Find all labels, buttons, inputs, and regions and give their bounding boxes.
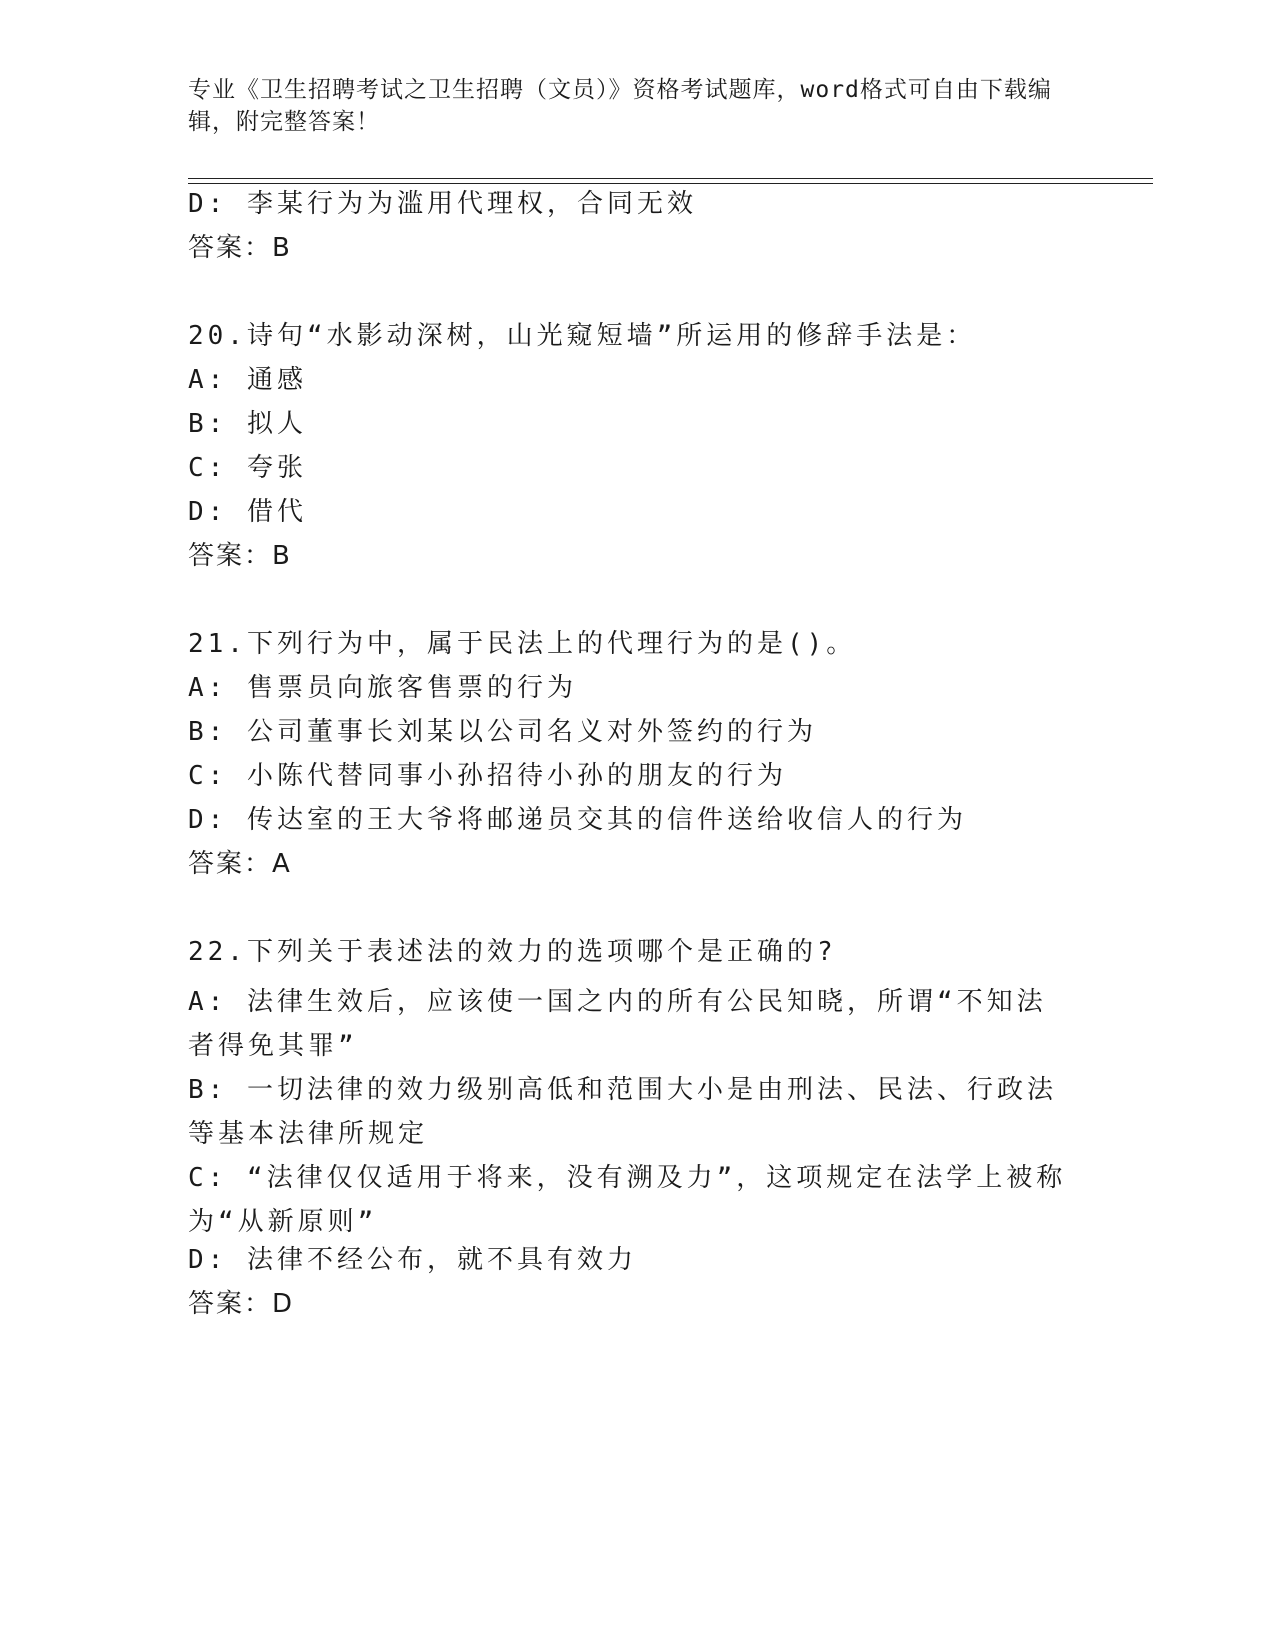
question-21-stem: 21.下列行为中，属于民法上的代理行为的是()。: [188, 629, 857, 659]
question-21-option-d: D: 传达室的王大爷将邮递员交其的信件送给收信人的行为: [188, 805, 967, 835]
question-21-option-b: B: 公司董事长刘某以公司名义对外签约的行为: [188, 717, 817, 747]
question-22-stem: 22.下列关于表述法的效力的选项哪个是正确的?: [188, 937, 837, 967]
question-20-stem: 20.诗句“水影动深树，山光窥短墙”所运用的修辞手法是：: [188, 321, 977, 351]
question-22-option-b: B: 一切法律的效力级别高低和范围大小是由刑法、民法、行政法等基本法律所规定: [188, 1075, 1057, 1149]
document-header: 专业《卫生招聘考试之卫生招聘（文员）》资格考试题库，word格式可自由下载编辑，附完整答案！: [188, 77, 1052, 135]
question-22-answer: 答案：D: [188, 1289, 295, 1319]
question-22-option-a: A: 法律生效后，应该使一国之内的所有公民知晓，所谓“不知法者得免其罪”: [188, 987, 1047, 1061]
prev-answer: 答案：B: [188, 233, 292, 263]
prev-option-d: D: 李某行为为滥用代理权，合同无效: [188, 189, 697, 219]
question-21-option-c: C: 小陈代替同事小孙招待小孙的朋友的行为: [188, 761, 787, 791]
header-divider-top: [188, 178, 1153, 179]
header-divider-bottom: [188, 183, 1153, 184]
question-22-option-d: D: 法律不经公布，就不具有效力: [188, 1245, 637, 1275]
question-20-option-d: D: 借代: [188, 497, 307, 527]
question-21-option-a: A: 售票员向旅客售票的行为: [188, 673, 577, 703]
question-20-option-a: A: 通感: [188, 365, 307, 395]
question-21-answer: 答案：A: [188, 849, 292, 879]
question-20-option-c: C: 夸张: [188, 453, 307, 483]
question-20-option-b: B: 拟人: [188, 409, 307, 439]
question-22-option-c: C: “法律仅仅适用于将来，没有溯及力”，这项规定在法学上被称为“从新原则”: [188, 1163, 1067, 1237]
question-20-answer: 答案：B: [188, 541, 292, 571]
